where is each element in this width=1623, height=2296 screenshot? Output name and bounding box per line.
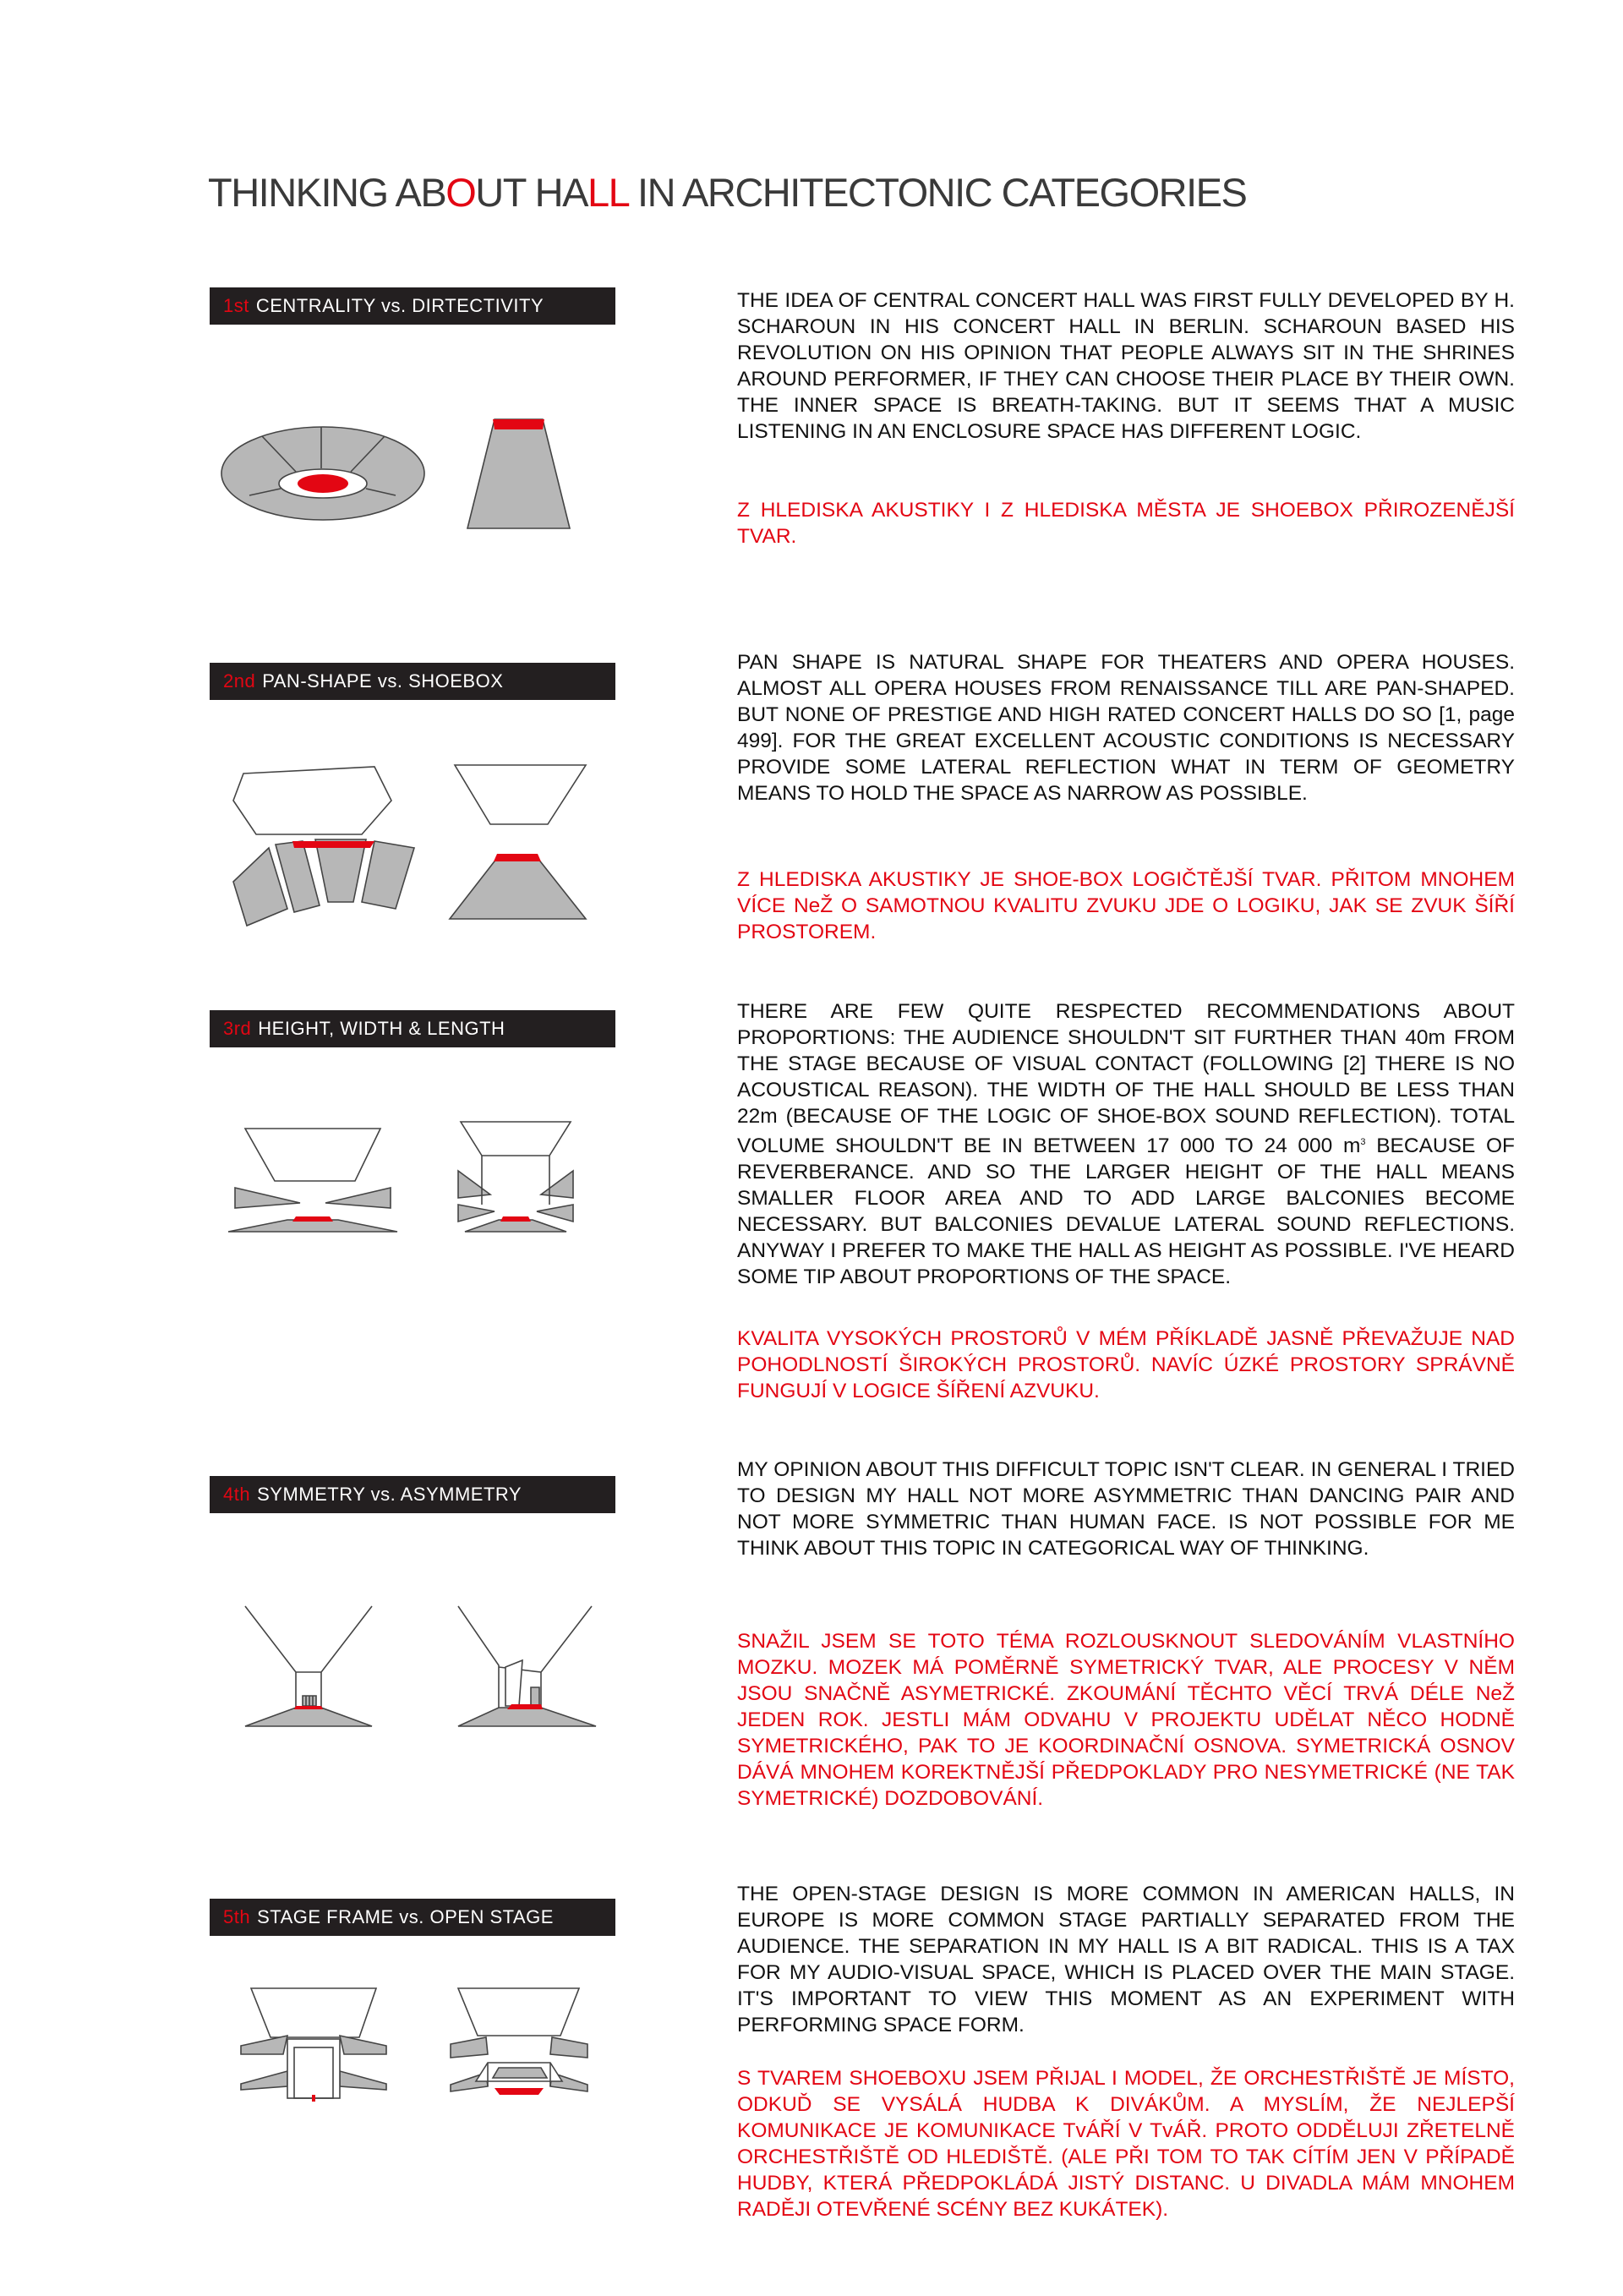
section-4-text-en: MY OPINION ABOUT THIS DIFFICULT TOPIC ISN'T CLEAR. IN GENERAL I TRIED TO DESIGN MY HALL NOT MORE ASYMMETRIC THAN DANCING PAIR AND NOT MORE SYMMETRIC THAN HUMAN FACE. IS NOT POSSIBLE FOR ME THINK ABOUT THIS TOPIC IN CATEGORICAL WAY OF THINKING. (737, 1458, 1515, 1560)
section-1-header: 1st CENTRALITY vs. DIRTECTIVITY (210, 287, 615, 325)
pan-shoebox-diagram (227, 757, 598, 934)
symmetry-diagram (237, 1606, 609, 1741)
section-4-header: 4th SYMMETRY vs. ASYMMETRY (210, 1476, 615, 1513)
section-4-text-cz: SNAŽIL JSEM SE TOTO TÉMA ROZLOUSKNOUT SLEDOVÁNÍM VLASTNÍHO MOZKU. MOZEK MÁ POMĚRNĚ SYMETRICKÝ TVAR, ALE PROCESY V NĚM JSOU SNAČNĚ ASYMETRICKÉ. ZKOUMÁNÍ TĚCHTO VĚCÍ TRVÁ DÉLE NeŽ JEDEN ROK. JESTLI MÁM ODVAHU V PROJEKTU UDĚLAT NĚCO HODNĚ SYMETRICKÉHO, PAK TO JE KOORDINAČNÍ OSNOVA. SYMETRICKÁ OSNOV DÁVÁ MNOHEM KOREKTNĚJŠÍ PŘEDPOKLADY PRO NESYMETRICKÉ (NE TAK SYMETRICKÉ) DOZDOBOVÁNÍ. (737, 1630, 1515, 1810)
section-1-text-cz: Z HLEDISKA AKUSTIKY I Z HLEDISKA MĚSTA JE SHOEBOX PŘIROZENĚJŠÍ TVAR. (737, 499, 1515, 548)
stage-frame-diagram (241, 1987, 596, 2105)
section-5-text-en: THE OPEN-STAGE DESIGN IS MORE COMMON IN AMERICAN HALLS, IN EUROPE IS MORE COMMON STAGE PARTIALLY SEPARATED FROM THE AUDIENCE. THE SEPARATION IN MY HALL IS A BIT RADICAL. THIS IS A TAX FOR MY AUDIO-VISUAL SPACE, WHICH IS PLACED OVER THE MAIN STAGE. IT'S IMPORTANT TO VIEW THIS MOMENT AS AN EXPERIMENT WITH PERFORMING SPACE FORM. (737, 1883, 1515, 2036)
section-5-text-cz: S TVAREM SHOEBOXU JSEM PŘIJAL I MODEL, ŽE ORCHESTŘIŠTĚ JE MÍSTO, ODKUĎ SE VYSÁLÁ HUDBA K DIVÁKŮM. A MYSLÍM, ŽE NEJLEPŠÍ KOMUNIKACE JE KOMUNIKACE TvÁŘÍ V TvÁŘ. PROTO ODDĚLUJI ZŘETELNĚ ORCHESTŘIŠTĚ OD HLEDIŠTĚ. (ALE PŘI TOM TO TAK CÍTÍM JEN V PŘÍPADĚ HUDBY, KTERÁ PŘEDPOKLÁDÁ JISTÝ DISTANC. U DIVADLA MÁM MNOHEM RADĚJI OTEVŘENÉ SCÉNY BEZ KUKÁTEK). (737, 2067, 1515, 2221)
section-3-text-cz: KVALITA VYSOKÝCH PROSTORŮ V MÉM PŘÍKLADĚ JASNĚ PŘEVAŽUJE NAD POHODLNOSTÍ ŠIROKÝCH PROSTORŮ. NAVÍC ÚZKÉ PROSTORY SPRÁVNĚ FUNGUJÍ V LOGICE ŠÍŘENÍ AZVUKU. (737, 1327, 1515, 1402)
section-1-text-en: THE IDEA OF CENTRAL CONCERT HALL WAS FIRST FULLY DEVELOPED BY H. SCHAROUN IN HIS CONCERT HALL IN BERLIN. SCHAROUN BASED HIS REVOLUTION ON HIS OPINION THAT PEOPLE ALWAYS SIT IN THE SHRINES AROUND PERFORMER, IF THEY CAN CHOOSE THEIR PLACE BY THEIR OWN. THE INNER SPACE IS BREATH-TAKING. BUT IT SEEMS THAT A MUSIC LISTENING IN AN ENCLOSURE SPACE HAS DIFFERENT LOGIC. (737, 289, 1515, 443)
page-title: THINKING ABOUT HALL IN ARCHITECTONIC CATEGORIES (208, 170, 1247, 215)
section-5-header: 5th STAGE FRAME vs. OPEN STAGE (210, 1899, 615, 1936)
section-2-text-en: PAN SHAPE IS NATURAL SHAPE FOR THEATERS AND OPERA HOUSES. ALMOST ALL OPERA HOUSES FROM RENAISSANCE TILL ARE PAN-SHAPED. BUT NONE OF PRESTIGE AND HIGH RATED CONCERT HALLS DO SO [1, page 499]. FOR THE GREAT EXCELLENT ACOUSTIC CONDITIONS IS NECESSARY PROVIDE SOME LATERAL REFLECTION WHAT IN TERM OF GEOMETRY MEANS TO HOLD THE SPACE AS NARROW AS POSSIBLE. (737, 651, 1515, 805)
section-3-header: 3rd HEIGHT, WIDTH & LENGTH (210, 1010, 615, 1047)
section-2-header: 2nd PAN-SHAPE vs. SHOEBOX (210, 663, 615, 700)
section-2-text-cz: Z HLEDISKA AKUSTIKY JE SHOE-BOX LOGIČTĚJŠÍ TVAR. PŘITOM MNOHEM VÍCE NeŽ O SAMOTNOU KVALITU ZVUKU JDE O LOGIKU, JAK SE ZVUK ŠÍŘÍ PROSTOREM. (737, 868, 1515, 943)
proportions-diagram (228, 1120, 600, 1247)
centrality-diagram (211, 406, 685, 549)
section-3-text-en: THERE ARE FEW QUITE RESPECTED RECOMMENDATIONS ABOUT PROPORTIONS: THE AUDIENCE SHOULDN'T SIT FURTHER THAN 40m FROM THE STAGE BECAUSE OF VISUAL CONTACT (FOLLOWING [2] THERE IS NO ACOUSTICAL REASON). THE WIDTH OF THE HALL SHOULD BE LESS THAN 22m (BECAUSE OF THE LOGIC OF SHOE-BOX SOUND REFLECTION). TOTAL VOLUME SHOULDN'T BE IN BETWEEN 17 000 TO 24 000 $m^3$ BECAUSE OF REVERBERANCE. AND SO THE LARGER HEIGHT OF THE HALL MEANS SMALLER FLOOR AREA AND TO ADD LARGE BALCONIES BECOME NECESSARY. BUT BALCONIES DEVALUE LATERAL SOUND REFLECTIONS. ANYWAY I PREFER TO MAKE THE HALL AS HEIGHT AS POSSIBLE. I'VE HEARD SOME TIP ABOUT PROPORTIONS OF THE SPACE. (737, 1000, 1515, 1289)
